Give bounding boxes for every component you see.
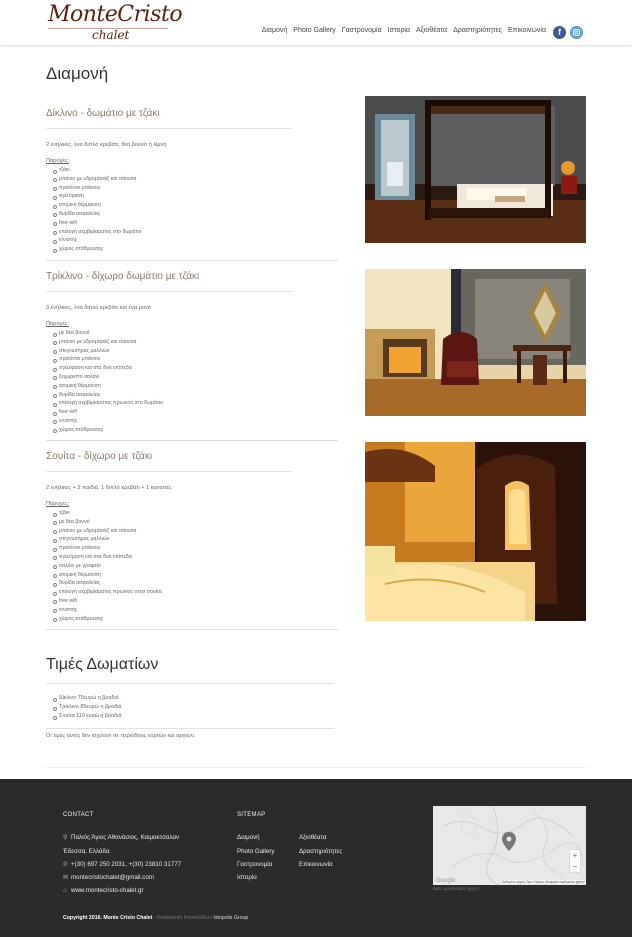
list-item: μπάνιο με υδρομασάζ και σάουνα — [59, 175, 338, 184]
email-line — [63, 874, 154, 881]
room-triple — [46, 271, 338, 435]
room-suite — [46, 451, 338, 623]
sitemap-link-accommodation[interactable]: Διαμονή — [237, 834, 260, 841]
amenities-label: Παροχές: — [46, 501, 70, 507]
site-logo[interactable] — [48, 2, 183, 44]
logo-name: MonteCristo — [48, 2, 183, 27]
list-item: ξεχωριστό σαλόνι — [59, 373, 338, 382]
address-line — [63, 834, 179, 841]
list-item: θυρίδα ασφαλείας — [59, 579, 338, 588]
copyright-text: Copyright 2016. Monte Cristo Chalet — [63, 915, 153, 921]
developer-link[interactable]: Istopolis Group — [213, 915, 249, 921]
site-footer — [0, 779, 632, 937]
sitemap-link-activities[interactable]: Δραστηριότητες — [299, 848, 343, 855]
divider — [46, 291, 292, 292]
list-item: ιονιστής — [59, 417, 338, 426]
divider — [46, 767, 586, 768]
nav-item-photo-gallery[interactable]: Photo Gallery — [293, 27, 336, 34]
larger-map-link[interactable]: Δείτε μεγαλύτερο χάρτη — [433, 886, 479, 891]
list-item: Τρίκλινο 85ευρώ η βραδιά — [59, 704, 122, 710]
list-item: μπάνιο με υδρομασάζ και σάουνα — [59, 527, 338, 536]
sitemap-link-history[interactable]: Ιστορία — [237, 874, 257, 881]
list-item: στεγνωτήρας μαλλιών — [59, 535, 338, 544]
divider — [46, 260, 338, 261]
prices-list — [59, 694, 122, 721]
list-item: προϊόντα μπάνιου — [59, 355, 338, 364]
logo-sub: chalet — [92, 28, 130, 42]
list-item: ατομική θέρμανση — [59, 382, 338, 391]
address-line-2: Έδεσσα, Ελλάδα — [63, 848, 110, 855]
nav-item-contact[interactable]: Επικοινωνία — [508, 27, 546, 34]
google-logo: Google — [436, 878, 456, 884]
amenities-list — [46, 329, 338, 435]
list-item: μπάνιο με υδρομασάζ και σάουνα — [59, 338, 338, 347]
list-item: τζάκι — [59, 509, 338, 518]
list-item: Δίκλινο 75ευρώ η βραδιά — [59, 694, 122, 703]
list-item: στεγνωτήρας μαλλιών — [59, 347, 338, 356]
list-item: χώρος στάθμευσης — [59, 245, 338, 254]
email-link[interactable]: montecristochalet@gmail.com — [71, 874, 154, 881]
room-double-photo — [365, 96, 586, 243]
phone-icon: ✆ — [63, 862, 69, 868]
sitemap-heading: SITEMAP — [237, 812, 266, 818]
list-item: χώρος στάθμευσης — [59, 615, 338, 624]
list-item: free wifi — [59, 597, 338, 606]
map-attribution[interactable]: Δεδομένα χάρτη Όροι Χρήσης Αναφορά σφάλματος χάρτη — [502, 880, 584, 884]
room-title: Τρίκλινο - δίχωρο δωμάτιο με τζάκι — [46, 271, 200, 282]
room-suite-photo — [365, 442, 586, 621]
room-title: Δίκλινο - δωμάτιο με τζάκι — [46, 108, 160, 119]
website-link[interactable]: www.montecristo-chalet.gr — [71, 887, 144, 894]
list-item: προϊόντα μπάνιου — [59, 544, 338, 553]
page-title: Διαμονή — [46, 64, 109, 83]
sitemap-link-photo-gallery[interactable]: Photo Gallery — [237, 848, 275, 855]
website-line — [63, 887, 144, 894]
list-item: Σουίτα 110 ευρώ η βραδιά — [59, 713, 122, 719]
amenities-label: Παροχές: — [46, 158, 70, 164]
list-item: θυρίδα ασφαλείας — [59, 391, 338, 400]
copyright-credit: Κατασκευή Ιστοσελίδων — [156, 915, 214, 921]
amenities-list — [46, 166, 338, 254]
sitemap-link-sights[interactable]: Αξιοθέατα — [299, 834, 327, 841]
prices-note: Οι τιμές αυτές δεν ισχύουν σε περιόδους εορτών και αργιών. — [46, 733, 196, 739]
amenities-list — [46, 509, 338, 623]
list-item: με θέα βουνό — [59, 329, 338, 338]
list-item: τζάκι — [59, 166, 338, 175]
list-item: τηλεόραση — [59, 192, 338, 201]
room-occupancy: 3 ενήλικες, ένα διπλό κρεβάτι και ένα μονό — [46, 305, 151, 311]
list-item: ιονιστής — [59, 606, 338, 615]
list-item: σαλόνι με γραφείο — [59, 562, 338, 571]
list-item: επιλογή σερβιρίσματος πρωινού στο δωμάτιο — [59, 399, 338, 408]
copyright-separator: - — [152, 915, 157, 921]
amenities-label: Παροχές: — [46, 321, 70, 327]
room-triple-photo — [365, 269, 586, 416]
list-item: τηλεόραση και στα δυο επίπεδα — [59, 364, 338, 373]
facebook-icon[interactable]: f — [553, 26, 566, 39]
nav-item-gastronomy[interactable]: Γαστρονομία — [341, 27, 382, 34]
home-icon: ⌂ — [63, 888, 67, 894]
phone-text[interactable]: +(30) 697 250 2031, +(30) 23810 31777 — [71, 861, 182, 868]
phone-line — [63, 861, 181, 868]
divider — [46, 440, 338, 441]
list-item: ατομική θέρμανση — [59, 571, 338, 580]
nav-item-accommodation[interactable]: Διαμονή — [261, 27, 288, 34]
room-occupancy: 2 ενήλικες + 2 παιδιά, 1 διπλό κρεβάτι + 1 καναπές — [46, 485, 172, 491]
divider — [46, 128, 292, 129]
divider — [46, 629, 338, 630]
list-item: με θέα βουνό — [59, 518, 338, 527]
list-item: επιλογή σερβιρίσματος στο δωμάτιο — [59, 228, 338, 237]
map-zoom-out-button[interactable]: − — [572, 862, 578, 871]
main-nav — [262, 27, 546, 34]
site-header — [0, 0, 632, 46]
map-zoom-controls — [570, 850, 580, 872]
envelope-icon: ✉ — [63, 875, 69, 881]
list-item: χώρος στάθμευσης — [59, 426, 338, 435]
list-item: ιονιστής — [59, 236, 338, 245]
room-title: Σουίτα - δίχωρο με τζάκι — [46, 451, 153, 462]
address-text: Παλιός Άγιος Αθανάσιος, Καιμακτσαλαν — [71, 834, 180, 841]
sitemap-link-contact[interactable]: Επικοινωνία — [299, 861, 333, 868]
list-item: free wifi — [59, 219, 338, 228]
nav-item-activities[interactable]: Δραστηριότητες — [453, 27, 503, 34]
copyright — [63, 915, 248, 921]
sitemap-link-gastronomy[interactable]: Γαστρονομία — [237, 861, 273, 868]
instagram-icon[interactable] — [570, 26, 583, 39]
map-marker-icon: ⚲ — [63, 835, 68, 841]
list-item: ατομική θέρμανση — [59, 201, 338, 210]
map-zoom-in-button[interactable]: + — [572, 851, 578, 860]
room-double — [46, 108, 338, 254]
divider — [46, 471, 292, 472]
location-map[interactable] — [433, 806, 586, 885]
list-item: θυρίδα ασφαλείας — [59, 210, 338, 219]
list-item: επιλογή σερβιρίσματος πρωινού στην σουίτα — [59, 588, 338, 597]
nav-item-sights[interactable]: Αξιοθέατα — [416, 27, 448, 34]
list-item: τηλεόραση και στα δυο επίπεδα — [59, 553, 338, 562]
list-item: προϊόντα μπάνιου — [59, 184, 338, 193]
room-occupancy: 2 ενήλικες, ένα διπλό κρεβάτι, θέα βουνό ή λίμνη — [46, 142, 167, 148]
list-item: free wifi — [59, 408, 338, 417]
contact-heading: CONTACT — [63, 812, 94, 818]
divider — [46, 728, 334, 729]
prices-title: Τιμές Δωματίων — [46, 656, 159, 673]
divider — [46, 683, 334, 684]
nav-item-history[interactable]: Ιστορία — [387, 27, 411, 34]
